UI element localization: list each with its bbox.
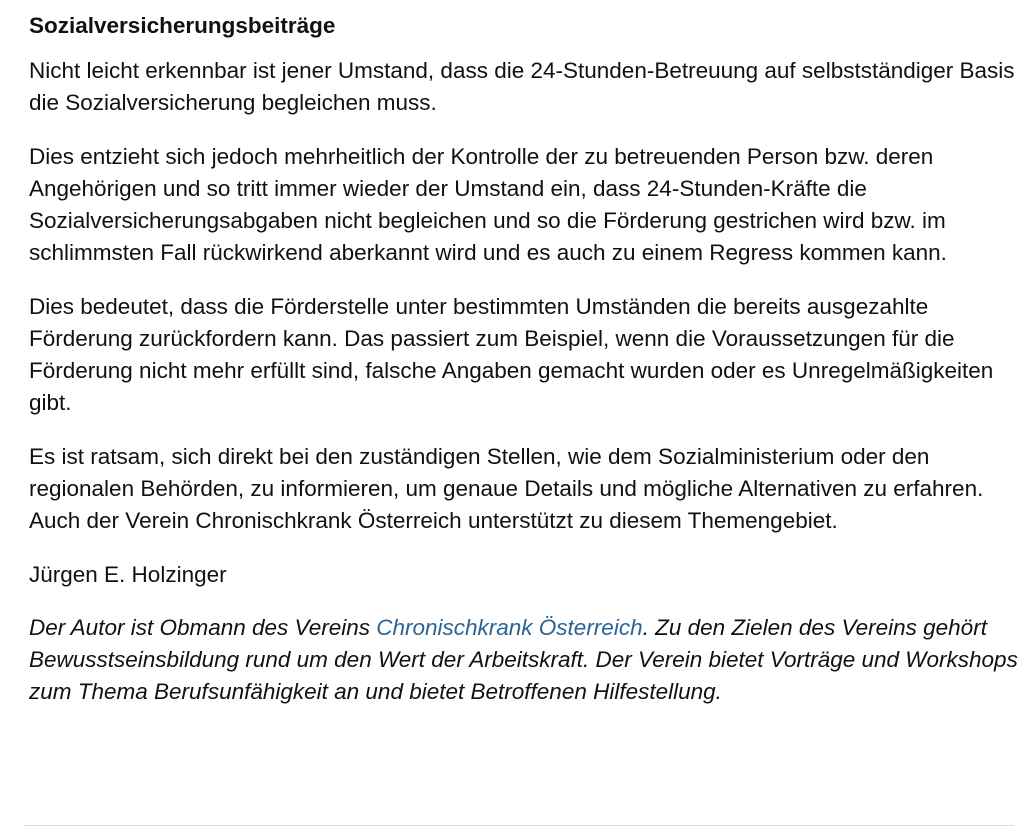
author-name: Jürgen E. Holzinger — [29, 562, 227, 587]
paragraph-2: Dies entzieht sich jedoch mehrheitlich der Kontrolle der zu betreuenden Person bzw. deren Angehörigen und so tritt immer wieder der Umstand ein, dass 24-Stunden-Kräfte die Sozialversicherungsabgaben nicht begleichen und so die Förderung gestrichen wird bzw. im schlimmsten Fall rückwirkend aberkannt wird und es auch zu einem Regress kommen kann. — [29, 144, 947, 265]
author-bio-intro: Der Autor ist Obmann des Vereins — [29, 615, 377, 640]
bottom-divider — [23, 825, 1014, 826]
paragraph-1: Nicht leicht erkennbar ist jener Umstand, dass die 24-Stunden-Betreuung auf selbstständiger Basis die Sozialversicherung begleichen muss. — [29, 58, 1015, 115]
section-heading: Sozialversicherungsbeiträge — [29, 13, 336, 38]
author-bio — [29, 612, 1019, 708]
paragraph-4: Es ist ratsam, sich direkt bei den zuständigen Stellen, wie dem Sozialministerium oder den regionalen Behörden, zu informieren, um genaue Details und mögliche Alternativen zu erfahren. Auch der Verein Chronischkrank Österreich unterstützt zu diesem Themengebiet. — [29, 444, 984, 533]
chronischkrank-link[interactable]: Chronischkrank Österreich — [376, 615, 643, 640]
author-bio-rest: . Zu den Zielen des Vereins gehört Bewusstseinsbildung rund um den Wert der Arbeitskraft. Der Verein bietet Vorträge und Workshops zum Thema Berufsunfähigkeit an und bietet Betroffenen Hilfestellung. — [29, 615, 1018, 704]
paragraph-3: Dies bedeutet, dass die Förderstelle unter bestimmten Umständen die bereits ausgezahlte Förderung zurückfordern kann. Das passiert zum Beispiel, wenn die Voraussetzungen für die Förderung nicht mehr erfüllt sind, falsche Angaben gemacht wurden oder es Unregelmäßigkeiten gibt. — [29, 294, 994, 415]
